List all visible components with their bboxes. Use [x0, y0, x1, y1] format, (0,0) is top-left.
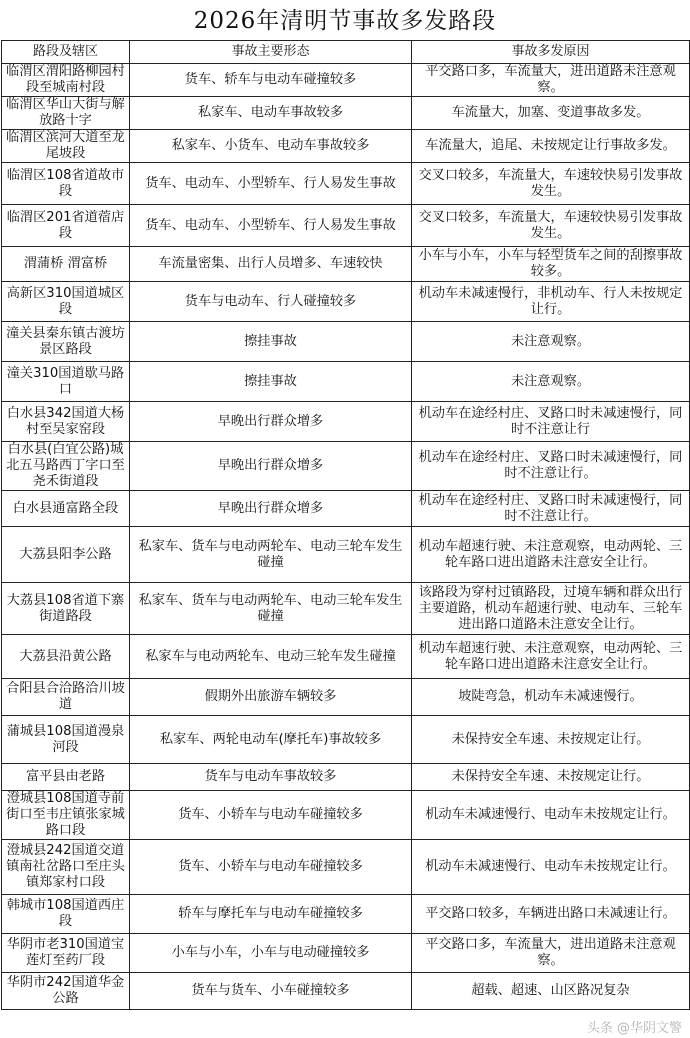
table-row — [2, 402, 690, 442]
accident-cause-cell: 未保持安全车速、未按规定让行。 — [412, 764, 690, 791]
table-row — [2, 527, 690, 583]
accident-type-cell: 货车、轿车与电动车碰撞较多 — [130, 64, 412, 97]
accident-type-cell: 车流量密集、出行人员增多、车速较快 — [130, 247, 412, 282]
accident-cause-cell: 机动车超速行驶、未注意观察，电动两轮、三轮车路口进出道路未注意安全让行。 — [412, 527, 690, 583]
accident-type-cell: 早晚出行群众增多 — [130, 442, 412, 491]
accident-cause-cell: 机动车在途经村庄、叉路口时未减速慢行，同时不注意让行。 — [412, 491, 690, 527]
road-section-cell: 临渭区华山大街与解放路十字 — [2, 97, 130, 130]
table-row — [2, 282, 690, 322]
table-row — [2, 322, 690, 362]
accident-cause-cell: 未注意观察。 — [412, 322, 690, 362]
accident-cause-cell: 平交路口多，车流量大，进出道路未注意观察。 — [412, 64, 690, 97]
road-section-cell: 白水县通富路全段 — [2, 491, 130, 527]
accident-type-cell: 货车、电动车、小型轿车、行人易发生事故 — [130, 205, 412, 247]
road-section-cell: 临渭区滨河大道至龙尾坡段 — [2, 130, 130, 163]
accident-type-cell: 货车与电动车事故较多 — [130, 764, 412, 791]
accident-cause-cell: 机动车未减速慢行、电动车未按规定让行。 — [412, 840, 690, 895]
accident-type-cell: 小车与小车，小车与电动碰撞较多 — [130, 934, 412, 973]
accident-cause-cell: 该路段为穿村过镇路段，过境车辆和群众出行主要道路，机动车超速行驶、电动车、三轮车进出路口道路未注意安全让行。 — [412, 583, 690, 635]
accident-type-cell: 私家车、电动车事故较多 — [130, 97, 412, 130]
accident-type-cell: 轿车与摩托车与电动车碰撞较多 — [130, 895, 412, 934]
accident-type-cell: 货车、电动车、小型轿车、行人易发生事故 — [130, 163, 412, 205]
accident-type-cell: 私家车、货车与电动两轮车、电动三轮车发生碰撞 — [130, 527, 412, 583]
road-section-cell: 大荔县阳李公路 — [2, 527, 130, 583]
accident-cause-cell: 机动车在途经村庄、叉路口时未减速慢行，同时不注意让行。 — [412, 442, 690, 491]
accident-cause-cell: 平交路口多，车流量大，进出道路未注意观察。 — [412, 934, 690, 973]
accident-type-cell: 早晚出行群众增多 — [130, 491, 412, 527]
accident-roads-table — [1, 40, 690, 1010]
table-row — [2, 791, 690, 840]
table-row — [2, 679, 690, 716]
accident-type-cell: 早晚出行群众增多 — [130, 402, 412, 442]
table-row — [2, 764, 690, 791]
accident-cause-cell: 车流量大，加塞、变道事故多发。 — [412, 97, 690, 130]
accident-cause-cell: 小车与小车，小车与轻型货车之间的刮擦事故较多。 — [412, 247, 690, 282]
table-row — [2, 64, 690, 97]
table-row — [2, 635, 690, 679]
table-row — [2, 362, 690, 402]
accident-type-cell: 货车、小轿车与电动车碰撞较多 — [130, 791, 412, 840]
table-row — [2, 895, 690, 934]
accident-cause-cell: 机动车未减速慢行，非机动车、行人未按规定让行。 — [412, 282, 690, 322]
table-row — [2, 163, 690, 205]
header-accident-cause: 事故多发原因 — [412, 41, 690, 64]
header-road-section: 路段及辖区 — [2, 41, 130, 64]
accident-type-cell: 私家车与电动两轮车、电动三轮车发生碰撞 — [130, 635, 412, 679]
page-title: 2026年清明节事故多发路段 — [193, 8, 497, 34]
accident-cause-cell: 交叉口较多，车流量大，车速较快易引发事故发生。 — [412, 163, 690, 205]
table-row — [2, 97, 690, 130]
accident-type-cell: 货车与电动车、行人碰撞较多 — [130, 282, 412, 322]
accident-cause-cell: 车流量大，追尾、未按规定让行事故多发。 — [412, 130, 690, 163]
road-section-cell: 白水县342国道大杨村至吴家窑段 — [2, 402, 130, 442]
table-row — [2, 130, 690, 163]
accident-type-cell: 私家车、货车与电动两轮车、电动三轮车发生碰撞 — [130, 583, 412, 635]
road-section-cell: 蒲城县108国道漫泉河段 — [2, 716, 130, 764]
road-section-cell: 合阳县合洽路洽川坡道 — [2, 679, 130, 716]
header-accident-type: 事故主要形态 — [130, 41, 412, 64]
table-row — [2, 491, 690, 527]
road-section-cell: 临渭区108省道故市段 — [2, 163, 130, 205]
road-section-cell: 华阴市老310国道宝莲灯至药厂段 — [2, 934, 130, 973]
table-row — [2, 973, 690, 1010]
accident-type-cell: 擦挂事故 — [130, 362, 412, 402]
accident-cause-cell: 交叉口较多，车流量大，车速较快易引发事故发生。 — [412, 205, 690, 247]
road-section-cell: 临渭区渭阳路柳园村段至城南村段 — [2, 64, 130, 97]
watermark-text: 头条 @华阴文警 — [586, 1021, 682, 1036]
accident-type-cell: 私家车、小货车、电动车事故较多 — [130, 130, 412, 163]
road-section-cell: 大荔县沿黄公路 — [2, 635, 130, 679]
accident-type-cell: 擦挂事故 — [130, 322, 412, 362]
table-row — [2, 247, 690, 282]
table-row — [2, 840, 690, 895]
accident-cause-cell: 超载、超速、山区路况复杂 — [412, 973, 690, 1010]
road-section-cell: 华阴市242国道华金公路 — [2, 973, 130, 1010]
accident-cause-cell: 机动车超速行驶、未注意观察，电动两轮、三轮车路口进出道路未注意安全让行。 — [412, 635, 690, 679]
road-section-cell: 渭蒲桥 渭富桥 — [2, 247, 130, 282]
table-header-row — [2, 41, 690, 64]
accident-cause-cell: 机动车在途经村庄、叉路口时未减速慢行，同时不注意让行 — [412, 402, 690, 442]
accident-cause-cell: 未保持安全车速、未按规定让行。 — [412, 716, 690, 764]
accident-type-cell: 货车与货车、小车碰撞较多 — [130, 973, 412, 1010]
accident-type-cell: 货车、小轿车与电动车碰撞较多 — [130, 840, 412, 895]
accident-cause-cell: 平交路口较多，车辆进出路口未减速让行。 — [412, 895, 690, 934]
accident-type-cell: 私家车、两轮电动车(摩托车)事故较多 — [130, 716, 412, 764]
road-section-cell: 澄城县242国道交道镇南社岔路口至庄头镇郑家村口段 — [2, 840, 130, 895]
table-row — [2, 583, 690, 635]
table-row — [2, 442, 690, 491]
accident-cause-cell: 未注意观察。 — [412, 362, 690, 402]
road-section-cell: 潼关310国道歇马路口 — [2, 362, 130, 402]
accident-cause-cell: 坡陡弯急，机动车未减速慢行。 — [412, 679, 690, 716]
road-section-cell: 大荔县108省道下寨街道路段 — [2, 583, 130, 635]
road-section-cell: 高新区310国道城区段 — [2, 282, 130, 322]
road-section-cell: 富平县由老路 — [2, 764, 130, 791]
table-row — [2, 205, 690, 247]
road-section-cell: 韩城市108国道西庄段 — [2, 895, 130, 934]
accident-cause-cell: 机动车未减速慢行、电动车未按规定让行。 — [412, 791, 690, 840]
accident-type-cell: 假期外出旅游车辆较多 — [130, 679, 412, 716]
road-section-cell: 澄城县108国道寺前街口至韦庄镇张家城路口段 — [2, 791, 130, 840]
table-row — [2, 716, 690, 764]
road-section-cell: 潼关县秦东镇古渡坊景区路段 — [2, 322, 130, 362]
road-section-cell: 临渭区201省道蓿店段 — [2, 205, 130, 247]
road-section-cell: 白水县(白宜公路)城北五马路西丁字口至尧禾街道段 — [2, 442, 130, 491]
table-row — [2, 934, 690, 973]
